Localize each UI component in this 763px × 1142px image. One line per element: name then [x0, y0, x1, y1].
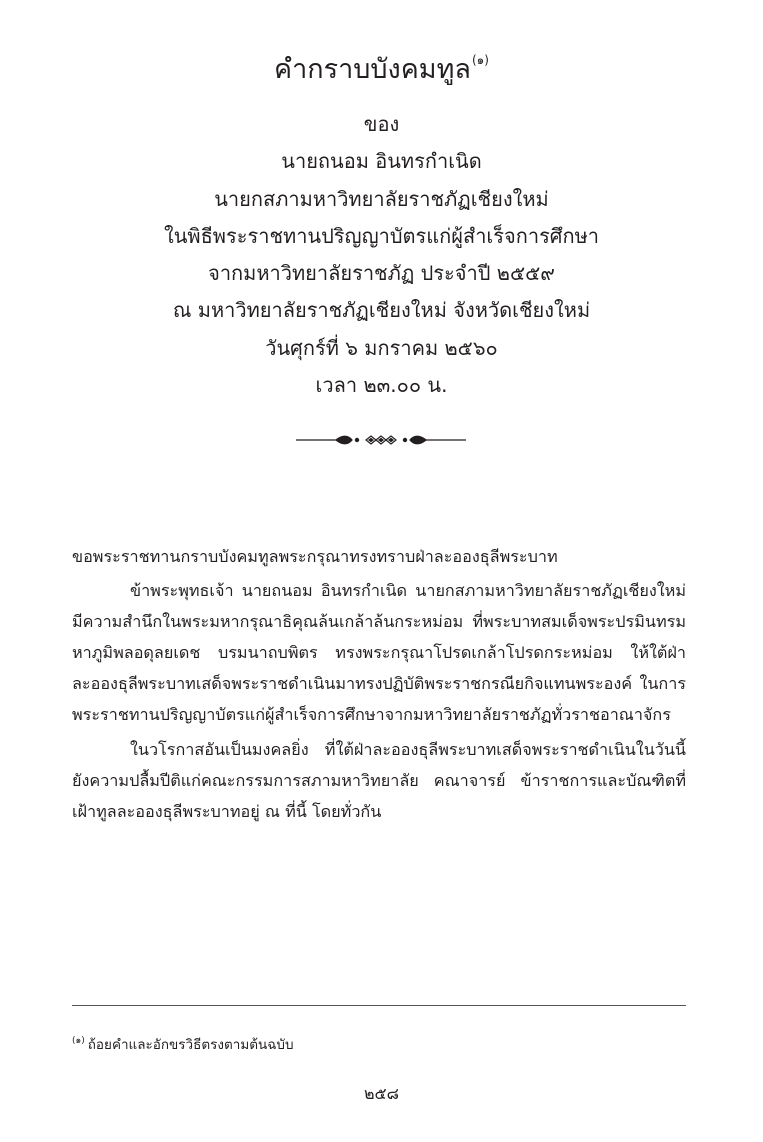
page-title	[0, 38, 763, 92]
heading-line-speaker-name: นายถนอม อินทรกำเนิด	[281, 149, 482, 174]
speech-body	[72, 541, 686, 831]
footnote-marker: (๑)	[72, 1036, 85, 1046]
speech-heading	[0, 106, 763, 404]
heading-line-time: เวลา ๒๓.๐๐ น.	[315, 373, 448, 398]
heading-line-of: ของ	[363, 112, 400, 136]
ornament-divider-icon	[296, 430, 466, 450]
heading-line-graduates: จากมหาวิทยาลัยราชภัฏ ประจำปี ๒๕๕๙	[208, 261, 555, 286]
body-paragraph-2: ในวโรกาสอันเป็นมงคลยิ่ง ที่ใต้ฝ่าละอองธุลีพระบาทเสด็จพระราชดำเนินในวันนี้ ยังความปลื้มปีติแก่คณะกรรมการสภามหาวิทยาลัย คณาจารย์ ข้าราชการและบัณฑิตที่เฝ้าทูลละอองธุลีพระบาทอยู่ ณ ที่นี้ โดยทั่วกัน	[72, 740, 686, 821]
title-text: คำกราบบังคมทูล	[274, 54, 471, 85]
opening-salutation: ขอพระราชทานกราบบังคมทูลพระกรุณาทรงทราบฝ่าละอองธุลีพระบาท	[72, 547, 558, 566]
heading-line-date: วันศุกร์ที่ ๖ มกราคม ๒๕๖๐	[265, 335, 498, 360]
footnote-text: ถ้อยคำและอักขรวิธีตรงตามต้นฉบับ	[87, 1037, 294, 1053]
heading-line-venue: ณ มหาวิทยาลัยราชภัฏเชียงใหม่ จังหวัดเชียงใหม่	[172, 298, 591, 323]
heading-line-ceremony: ในพิธีพระราชทานปริญญาบัตรแก่ผู้สำเร็จการศึกษา	[163, 223, 600, 248]
body-paragraph-1: ข้าพระพุทธเจ้า นายถนอม อินทรกำเนิด นายกสภามหาวิทยาลัยราชภัฏเชียงใหม่ มีความสำนึกในพระมหากรุณาธิคุณล้นเกล้าล้นกระหม่อม ที่พระบาทสมเด็จพระปรมินทรมหาภูมิพลอดุลยเดช บรมนาถบพิตร ทรงพระกรุณาโปรดเกล้าโปรดกระหม่อม ให้ใต้ฝ่าละอองธุลีพระบาทเสด็จพระราชดำเนินมาทรงปฏิบัติพระราชกรณียกิจแทนพระองค์ ในการพระราชทานปริญญาบัตรแก่ผู้สำเร็จการศึกษาจากมหาวิทยาลัยราชภัฏทั่วราชอาณาจักร	[72, 581, 686, 724]
heading-line-speaker-position: นายกสภามหาวิทยาลัยราชภัฏเชียงใหม่	[214, 186, 549, 211]
page-number: ๒๕๘	[364, 1084, 399, 1103]
footnote-divider	[72, 1005, 686, 1006]
title-footnote-marker: (๑)	[471, 53, 489, 67]
footnote	[72, 1029, 294, 1057]
